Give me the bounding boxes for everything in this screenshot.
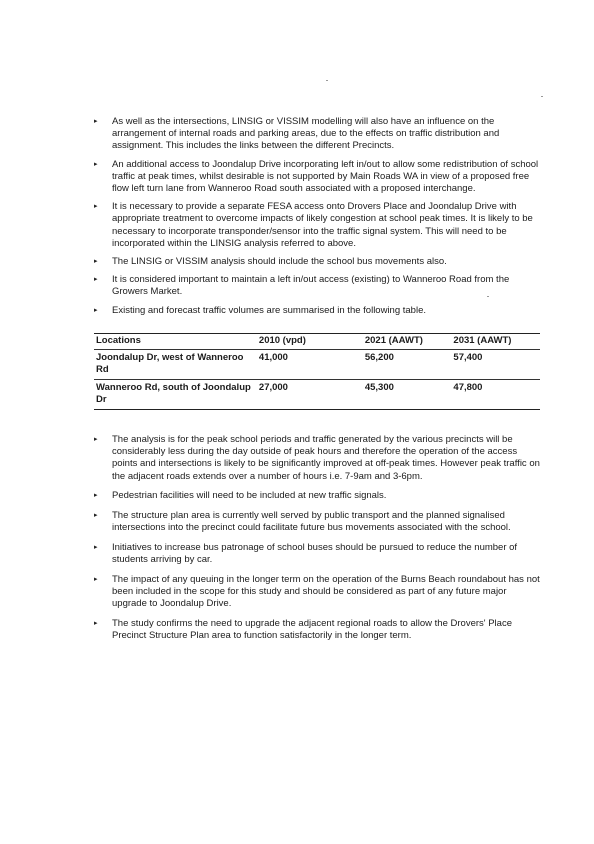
column-header-2010: 2010 (vpd)	[258, 335, 306, 346]
item-text: It is necessary to provide a separate FESA access onto Drovers Place and Joondalup Drive with appropriate treatment to overcome impacts of likely congestion at school peak times. It is likely to be necessary to incorporate transponder/sensor into the traffic signal system. This will need to be incorporated within the LINSIG analysis referred to above.	[112, 201, 533, 249]
table-cell-value: 47,800	[453, 382, 483, 393]
list-item	[94, 510, 540, 534]
list-item	[94, 116, 540, 153]
scan-speck	[326, 80, 328, 81]
bullet-marker: ▸	[94, 276, 98, 284]
column-header-locations: Locations	[96, 335, 141, 346]
bullet-marker: ▸	[94, 543, 98, 551]
scan-speck	[541, 96, 543, 97]
table-row	[94, 380, 540, 410]
table-cell-location: Wanneroo Rd, south of Joondalup Dr	[96, 382, 251, 405]
table-cell-value: 41,000	[258, 352, 288, 363]
list-item	[94, 274, 540, 298]
list-item	[94, 256, 540, 268]
item-text: The impact of any queuing in the longer term on the operation of the Burns Beach roundabout has not been included in the scope for this study and should be considered as part of any future major upgrade to Joondalup Drive.	[112, 573, 540, 610]
list-item	[94, 159, 540, 196]
table-header-row	[94, 334, 540, 350]
list-item	[94, 490, 540, 502]
bullet-marker: ▸	[94, 619, 98, 627]
item-text: The analysis is for the peak school periods and traffic generated by the various precincts will be considerably less during the day outside of peak hours and therefore the operation of the access points and intersections is likely to be significantly improved at off-peak times. However peak traffic on the adjacent roads extends over a number of hours i.e. 7-9am and 3-6pm.	[112, 434, 540, 482]
table-cell-location: Joondalup Dr, west of Wanneroo Rd	[96, 352, 244, 375]
item-text: It is considered important to maintain a left in/out access (existing) to Wanneroo Road from the Growers Market.	[112, 274, 510, 298]
item-text: The structure plan area is currently well served by public transport and the planned signalised intersections into the precinct could facilitate future bus movements associated with the school.	[112, 510, 511, 534]
bullet-marker: ▸	[94, 436, 98, 443]
item-text: The LINSIG or VISSIM analysis should include the school bus movements also.	[112, 256, 447, 268]
column-header-2021: 2021 (AAWT)	[364, 335, 423, 346]
traffic-volume-table	[94, 333, 540, 410]
bullet-marker: ▸	[94, 203, 98, 211]
bullet-marker: ▸	[94, 575, 98, 583]
bullet-marker: ▸	[94, 160, 98, 168]
list-item	[94, 305, 540, 317]
list-item	[94, 618, 540, 642]
item-text: The study confirms the need to upgrade the adjacent regional roads to allow the Drovers' Place Precinct Structure Plan area to function satisfactorily in the longer term.	[112, 617, 512, 642]
table-cell-value: 27,000	[258, 382, 288, 393]
bullet-marker: ▸	[94, 492, 98, 500]
bullet-marker: ▸	[94, 258, 98, 266]
bullet-marker: ▸	[94, 512, 98, 520]
table-cell-value: 57,400	[453, 352, 483, 363]
column-header-2031: 2031 (AAWT)	[453, 335, 512, 346]
scan-speck	[487, 296, 489, 297]
list-item	[94, 542, 540, 566]
bullet-marker: ▸	[94, 306, 98, 314]
bullet-marker: ▸	[94, 118, 98, 125]
item-text: An additional access to Joondalup Drive incorporating left in/out to allow some redistribution of school traffic at peak times, whilst desirable is not supported by Main Roads WA in view of a proposed free flow left turn lane from Wanneroo Road south associated with a proposed interchange.	[112, 158, 539, 195]
list-item	[94, 434, 540, 483]
item-text: Pedestrian facilities will need to be included at new traffic signals.	[112, 490, 387, 502]
table-cell-value: 45,300	[364, 382, 394, 393]
bullet-list-bottom	[94, 434, 540, 650]
table-row	[94, 350, 540, 380]
list-item	[94, 574, 540, 611]
bullet-list-top	[94, 116, 540, 323]
item-text: Existing and forecast traffic volumes are summarised in the following table.	[112, 304, 427, 316]
table-cell-value: 56,200	[364, 352, 394, 363]
item-text: Initiatives to increase bus patronage of school buses should be pursued to reduce the number of students arriving by car.	[112, 541, 518, 566]
item-text: As well as the intersections, LINSIG or VISSIM modelling will also have an influence on the arrangement of internal roads and parking areas, due to the effects on traffic distribution and assignment. This includes the links between the different Precincts.	[112, 116, 500, 152]
list-item	[94, 201, 540, 250]
